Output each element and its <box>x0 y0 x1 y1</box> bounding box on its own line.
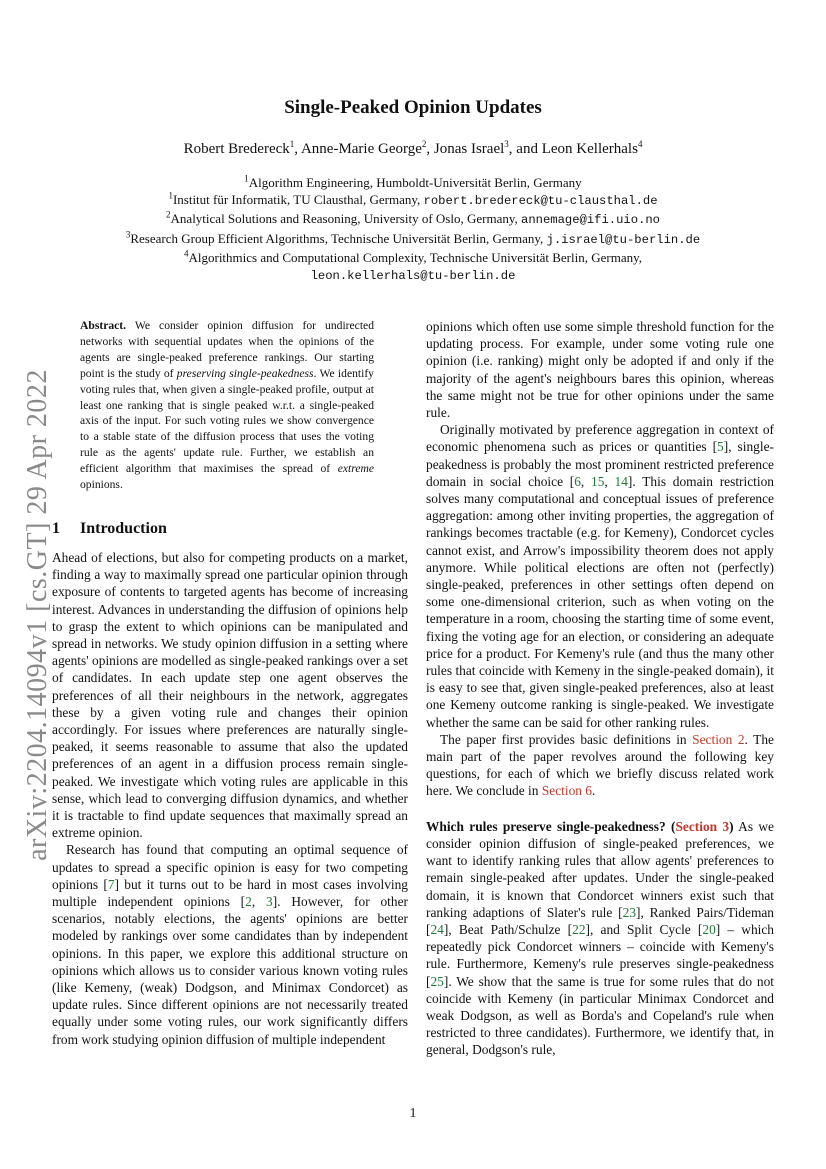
citation-link[interactable]: 7 <box>107 876 115 892</box>
affiliations <box>0 174 826 285</box>
paper-title: Single-Peaked Opinion Updates <box>284 97 542 118</box>
citation-link[interactable]: 5 <box>717 439 724 455</box>
citation-link[interactable]: 14 <box>614 473 628 489</box>
citation-link[interactable]: 22 <box>572 921 586 937</box>
affiliation-line: $^1$Institut für Informatik, TU Clausthal, Germany, robert.bredereck@tu-clausthal.de <box>168 190 658 209</box>
author-email: leon.kellerhals@tu-berlin.de <box>310 269 516 284</box>
section-title: Introduction <box>80 520 167 537</box>
affiliation-line: $^2$Analytical Solutions and Reasoning, University of Oslo, Germany, annemage@ifi.uio.no <box>166 210 660 228</box>
citation-link[interactable]: 20 <box>702 921 716 937</box>
page-number: 1 <box>409 1105 417 1120</box>
citation-link[interactable]: 3 <box>266 894 273 910</box>
paragraph: opinions which often use some simple threshold function for the updating process. For example, under some voting rule one opinion (i.e. ranking) might only be adopted if and only if the majority of the agent's neighbours bares this opinion, whereas the same might not be true for other opinions under the same rule. <box>426 319 774 421</box>
abstract-label: Abstract. <box>80 319 127 332</box>
author-email: robert.bredereck@tu-clausthal.de <box>423 194 658 209</box>
affiliation-line: $^1$Algorithm Engineering, Humboldt-Universität Berlin, Germany <box>244 173 582 190</box>
author-name: Robert Bredereck <box>183 141 290 157</box>
paragraph: Originally motivated by preference aggregation in context of economic phenomena such as prices or quantities [5], single-peakedness is probably the most prominent restricted preference domain in social choice [6, 15, 14]. This domain restriction solves many computational and conceptual issues of preference aggregation: among other inviting properties, the aggregation of rankings becomes tractable (e.g. for Kemeny), Condorcet cycles cannot exist, and Arrow's impossibility theorem does not apply anymore. While political elections are often not (perfectly) single-peaked, preferences in other settings often depend on some one-dimensional criterion, such as when voting on the temperature in a room, choosing the starting time of some event, fixing the voting age for an election, or considering an adequate price for a product. For Kemeny's rule (and thus the many other rules that coincide with Kemeny in the single-peaked domain), it is easy to see that, given single-peaked preferences, also at least one Kemeny outcome ranking is single-peaked. We investigate whether the same can be said for other ranking rules. <box>426 422 774 730</box>
section-number: 1 <box>52 520 60 537</box>
section-link[interactable]: Section 3 <box>675 818 730 834</box>
affiliation-line: $^3$Research Group Efficient Algorithms, Technische Universität Berlin, Germany, j.israel@tu-berlin.de <box>125 229 701 247</box>
author-name: Jonas Israel <box>433 141 505 157</box>
paragraph: Ahead of elections, but also for competing products on a market, finding a way to maximally spread one particular opinion through exposure of contents to targeted agents has become of increasing interest. Advances in understanding the diffusion of opinions help to grasp the extent to which opinions can be manipulated and spread in networks. We study opinion diffusion in a setting where agents' opinions are modelled as single-peaked rankings over a set of candidates. In each update step one agent observes the preferences of all their neighbours in the network, aggregates these by a given voting rule and changes their opinion accordingly. For issues where preferences are naturally single-peaked, it seems reasonable to assume that also the updated preferences of an agent in a diffusion process remain single-peaked. We investigate which voting rules are applicable in this sense, which lead to converging diffusion dynamics, and whether it is tractable to find update sequences that maximally spread an extreme opinion. <box>52 550 408 841</box>
arxiv-identifier-stamp: arXiv:2204.14094v1 [cs.GT] 29 Apr 2022 <box>22 369 53 861</box>
section-link[interactable]: Section 6 <box>541 783 593 799</box>
section-heading <box>52 520 167 538</box>
citation-link[interactable]: 24 <box>430 921 444 937</box>
paragraph: The paper first provides basic definitions in Section 2. The main part of the paper revolves around the following key questions, for each of which we briefly discuss related work here. We conclude in Section 6. <box>426 731 774 799</box>
author-email: j.israel@tu-berlin.de <box>546 232 701 247</box>
section-link[interactable]: Section 2 <box>692 731 745 747</box>
author-name: Leon Kellerhals <box>541 141 638 157</box>
right-column <box>426 318 774 1059</box>
citation-link[interactable]: 15 <box>591 473 605 489</box>
affiliation-line <box>0 266 826 285</box>
abstract: Abstract. We consider opinion diffusion for undirected networks with sequential updates when the opinions of the agents are single-peaked preference rankings. Our starting point is the study of preserving single-peakedness. We identify voting rules that, when given a single-peaked profile, output at least one ranking that is single peaked w.r.t. a single-peaked axis of the input. For such voting rules we show convergence to a stable state of the diffusion process that uses the voting rule as the agents' update rule. Further, we establish an efficient algorithm that maximises the spread of extreme opinions. <box>80 319 374 492</box>
citation-link[interactable]: 6 <box>574 473 581 489</box>
affiliation-line: $^4$Algorithmics and Computational Complexity, Technische Universität Berlin, Germany, <box>183 248 643 265</box>
paragraph: Which rules preserve single-peakedness? (Section 3) As we consider opinion diffusion of single-peaked preferences, we want to identify ranking rules that allow agents' preferences to remain single-peaked after updates. Under the single-peaked domain, it is known that Condorcet winners exist such that ranking adaptions of Slater's rule [23], Ranked Pairs/Tideman [24], Beat Path/Schulze [22], and Split Cycle [20] – which repeatedly pick Condorcet winners – coincide with Kemeny's rule. Furthermore, Kemeny's rule preserves single-peakedness [25]. We show that the same is true for some rules that do not coincide with Kemeny (in particular Minimax Condorcet and weak Dodgson, as well as Borda's and Copeland's rule when restricted to three candidates). Furthermore, we identify that, in general, Dodgson's rule, <box>426 818 775 1058</box>
paragraph-heading: Which rules preserve single-peakedness? (Section 3) <box>426 818 734 834</box>
citation-link[interactable]: 23 <box>622 904 637 920</box>
citation-link[interactable]: 25 <box>430 973 444 989</box>
citation-link[interactable]: 2 <box>245 894 252 910</box>
author-list: Robert Bredereck$^1$, Anne-Marie George$^2$, Jonas Israel$^3$, and Leon Kellerhals$^4$ <box>183 139 643 157</box>
left-column <box>52 549 408 1048</box>
author-name: Anne-Marie George <box>300 141 422 157</box>
author-email: annemage@ifi.uio.no <box>521 213 660 228</box>
paragraph: Research has found that computing an optimal sequence of updates to spread a specific opinion is easy for two competing opinions [7] but it turns out to be hard in most cases involving multiple independent opinions [2, 3]. However, for other scenarios, notably elections, the agents' opinions are better modeled by rankings over some candidates than by independent opinions. In this paper, we explore this additional structure on opinions which allows us to consider various known voting rules (like Kemeny, (weak) Dodgson, and Minimax Condorcet) as update rules. Since different opinions are not necessarily treated equally under some voting rules, our work significantly differs from work studying opinion diffusion of multiple independent <box>52 842 409 1047</box>
